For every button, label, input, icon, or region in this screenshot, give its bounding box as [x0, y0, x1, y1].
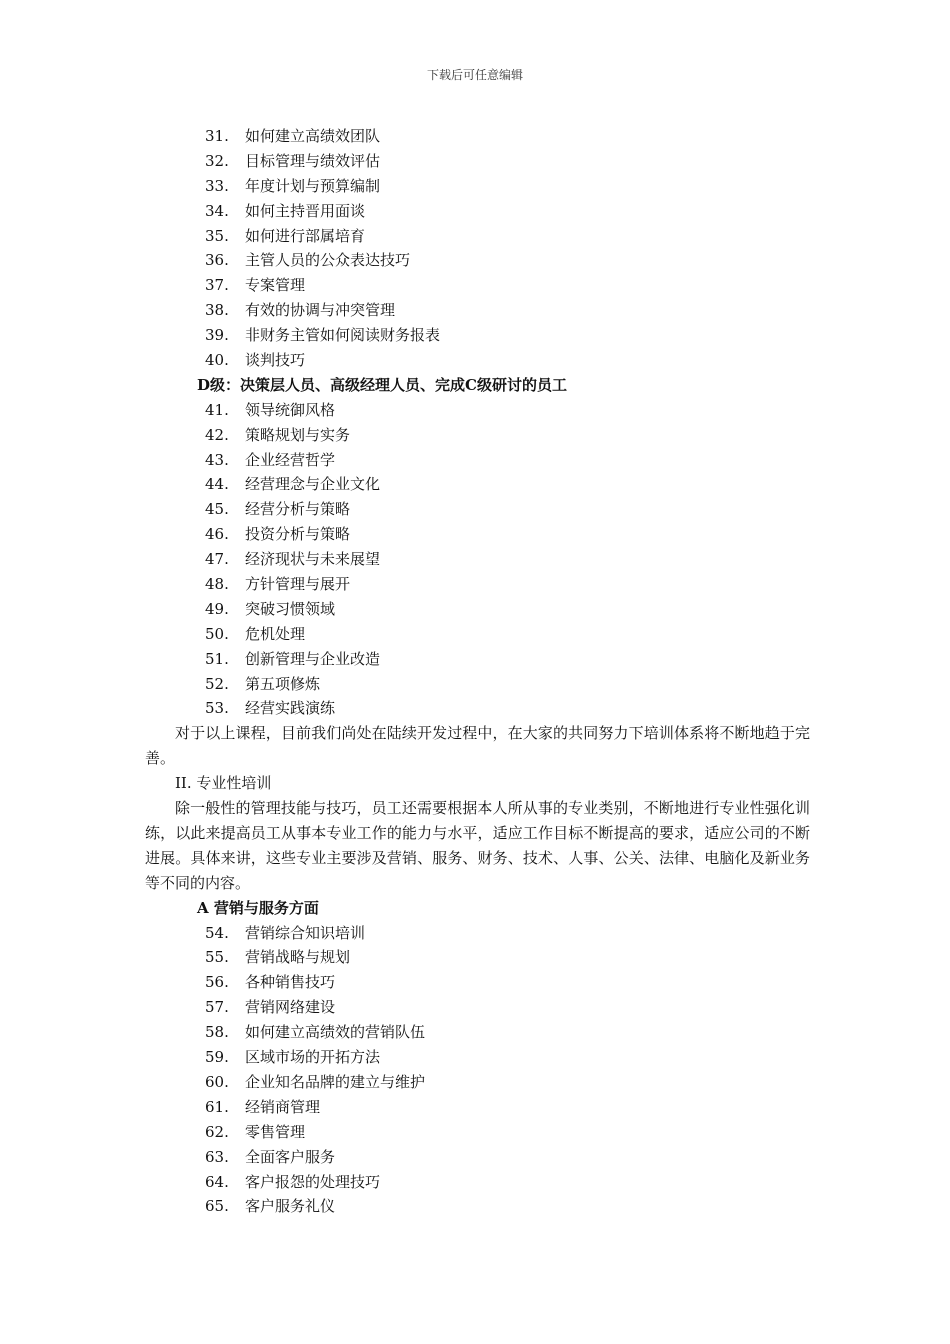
item-number: 61. — [205, 1097, 229, 1116]
item-text: 营销综合知识培训 — [245, 923, 366, 942]
list-item — [145, 398, 810, 423]
item-number: 36. — [205, 251, 229, 270]
list-item — [145, 1070, 810, 1095]
list-item — [145, 248, 810, 273]
item-number: 65. — [205, 1197, 229, 1216]
item-number: 53. — [205, 699, 229, 718]
item-text: 营销战略与规划 — [245, 948, 351, 967]
item-text: 非财务主管如何阅读财务报表 — [245, 326, 441, 345]
item-number: 37. — [205, 276, 229, 295]
item-text: 零售管理 — [245, 1122, 306, 1141]
item-text: 客户报怨的处理技巧 — [245, 1172, 381, 1191]
item-text: 突破习惯领域 — [245, 599, 336, 618]
item-text: 谈判技巧 — [245, 351, 306, 370]
item-number: 59. — [205, 1048, 229, 1067]
list-item — [145, 1194, 810, 1219]
section-heading-d: D级：决策层人员、高级经理人员、完成C级研讨的员工 — [197, 375, 567, 394]
list-item — [145, 572, 810, 597]
section-title-professional: II. 专业性培训 — [175, 774, 272, 793]
list-item — [145, 622, 810, 647]
item-text: 如何建立高绩效团队 — [245, 127, 381, 145]
item-number: 49. — [205, 599, 229, 618]
list-item — [145, 149, 810, 174]
list-item — [145, 423, 810, 448]
list-item — [145, 497, 810, 522]
list-item — [145, 199, 810, 224]
item-number: 41. — [205, 400, 229, 419]
course-list-a — [145, 921, 810, 1220]
list-item — [145, 174, 810, 199]
course-list-d — [145, 398, 810, 722]
page-header: 下载后可任意编辑 — [426, 68, 523, 82]
item-number: 42. — [205, 425, 229, 444]
item-number: 46. — [205, 525, 229, 544]
course-list-c — [145, 124, 810, 373]
item-text: 区域市场的开拓方法 — [245, 1048, 381, 1067]
item-number: 34. — [205, 201, 229, 220]
item-number: 60. — [205, 1072, 229, 1091]
item-number: 39. — [205, 326, 229, 345]
list-item — [145, 1145, 810, 1170]
item-number: 43. — [205, 450, 229, 469]
list-item — [145, 696, 810, 721]
item-number: 57. — [205, 998, 229, 1017]
list-item — [145, 348, 810, 373]
list-item — [145, 472, 810, 497]
item-text: 危机处理 — [245, 624, 306, 643]
list-item — [145, 597, 810, 622]
list-item — [145, 970, 810, 995]
item-number: 54. — [205, 923, 229, 942]
item-text: 策略规划与实务 — [245, 425, 351, 444]
item-number: 38. — [205, 301, 229, 320]
item-number: 40. — [205, 351, 229, 370]
item-text: 经营实践演练 — [245, 699, 336, 718]
item-text: 创新管理与企业改造 — [245, 649, 381, 668]
item-number: 33. — [205, 176, 229, 195]
item-text: 经销商管理 — [245, 1097, 321, 1116]
list-item — [145, 323, 810, 348]
item-number: 44. — [205, 475, 229, 494]
item-number: 47. — [205, 550, 229, 569]
list-item — [145, 995, 810, 1020]
item-text: 营销网络建设 — [245, 998, 336, 1017]
item-number: 56. — [205, 973, 229, 992]
list-item — [145, 547, 810, 572]
item-text: 领导统御风格 — [245, 400, 336, 419]
list-item — [145, 945, 810, 970]
item-number: 31. — [205, 127, 229, 145]
item-text: 专案管理 — [245, 276, 306, 295]
item-text: 经营理念与企业文化 — [245, 475, 381, 494]
item-number: 45. — [205, 500, 229, 519]
item-text: 投资分析与策略 — [245, 525, 351, 544]
item-number: 55. — [205, 948, 229, 967]
list-item — [145, 1045, 810, 1070]
item-text: 目标管理与绩效评估 — [245, 151, 381, 170]
list-item — [145, 522, 810, 547]
document-body — [145, 124, 810, 1219]
item-text: 如何建立高绩效的营销队伍 — [245, 1023, 426, 1042]
item-text: 有效的协调与冲突管理 — [245, 301, 396, 320]
item-number: 64. — [205, 1172, 229, 1191]
item-number: 35. — [205, 226, 229, 245]
list-item — [145, 224, 810, 249]
list-item — [145, 1095, 810, 1120]
item-number: 32. — [205, 151, 229, 170]
list-item — [145, 1170, 810, 1195]
item-number: 58. — [205, 1023, 229, 1042]
item-text: 第五项修炼 — [245, 674, 321, 693]
list-item — [145, 1020, 810, 1045]
item-number: 50. — [205, 624, 229, 643]
item-number: 51. — [205, 649, 229, 668]
paragraph-professional: 除一般性的管理技能与技巧，员工还需要根据本人所从事的专业类别，不断地进行专业性强化训练，以此来提高员工从事本专业工作的能力与水平，适应工作目标不断提高的要求，适应公司的不断进展。具体来讲，这些专业主要涉及营销、服务、财务、技术、人事、公关、法律、电脑化及新业务等不同的内容。 — [145, 799, 810, 892]
list-item — [145, 448, 810, 473]
item-text: 如何主持晋用面谈 — [245, 201, 366, 220]
item-text: 年度计划与预算编制 — [245, 176, 381, 195]
list-item — [145, 298, 810, 323]
item-text: 经济现状与未来展望 — [245, 550, 381, 569]
item-text: 企业经营哲学 — [245, 450, 336, 469]
item-number: 48. — [205, 575, 229, 594]
item-number: 62. — [205, 1122, 229, 1141]
list-item — [145, 124, 810, 149]
paragraph-summary: 对于以上课程，目前我们尚处在陆续开发过程中，在大家的共同努力下培训体系将不断地趋于完善。 — [145, 724, 810, 768]
list-item — [145, 647, 810, 672]
section-heading-a: A 营销与服务方面 — [197, 898, 319, 917]
item-text: 企业知名品牌的建立与维护 — [245, 1072, 426, 1091]
list-item — [145, 672, 810, 697]
item-text: 经营分析与策略 — [245, 500, 351, 519]
list-item — [145, 273, 810, 298]
item-text: 如何进行部属培育 — [245, 226, 366, 245]
item-text: 方针管理与展开 — [245, 575, 351, 594]
item-text: 主管人员的公众表达技巧 — [245, 251, 411, 270]
list-item — [145, 1120, 810, 1145]
item-number: 63. — [205, 1147, 229, 1166]
list-item — [145, 921, 810, 946]
item-number: 52. — [205, 674, 229, 693]
item-text: 客户服务礼仪 — [245, 1197, 336, 1216]
item-text: 各种销售技巧 — [245, 973, 336, 992]
item-text: 全面客户服务 — [245, 1147, 336, 1166]
